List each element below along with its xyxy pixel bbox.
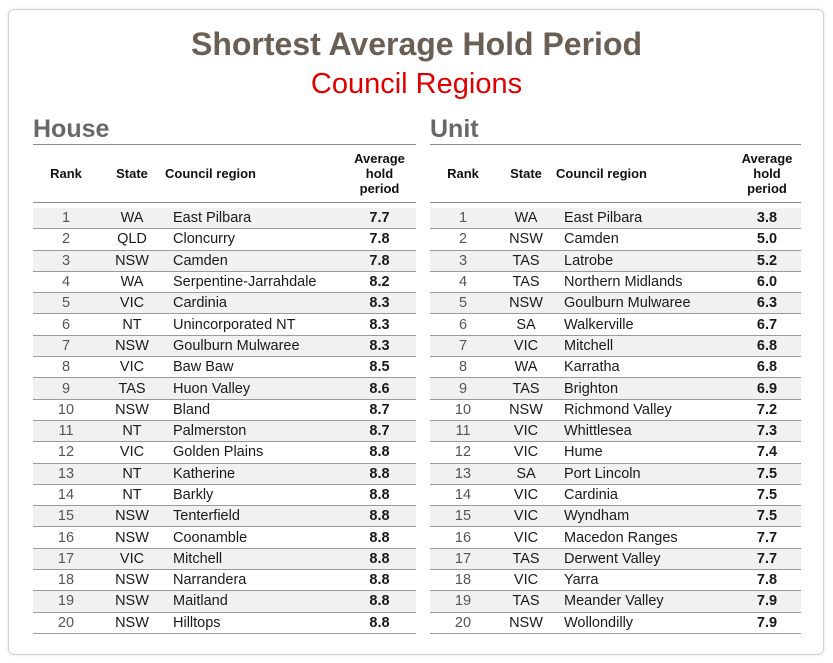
avg-hold-cell: 7.5 xyxy=(733,463,801,484)
avg-header-line3: period xyxy=(747,181,787,196)
state-cell: TAS xyxy=(496,378,556,399)
table-row xyxy=(33,442,416,463)
avg-hold-cell: 6.9 xyxy=(733,378,801,399)
region-cell: Baw Baw xyxy=(165,357,343,378)
table-row xyxy=(430,314,801,335)
region-cell: Yarra xyxy=(556,570,733,591)
region-cell: Whittlesea xyxy=(556,420,733,441)
region-cell: Mitchell xyxy=(165,548,343,569)
avg-hold-cell: 7.9 xyxy=(733,612,801,633)
avg-header-line1: Average xyxy=(741,151,793,166)
region-cell: Unincorporated NT xyxy=(165,314,343,335)
avg-hold-cell: 5.2 xyxy=(733,250,801,271)
state-cell: WA xyxy=(99,208,165,229)
rank-cell: 15 xyxy=(33,506,99,527)
region-cell: Derwent Valley xyxy=(556,548,733,569)
rank-cell: 14 xyxy=(33,484,99,505)
table-row xyxy=(430,548,801,569)
table-row xyxy=(33,399,416,420)
table-row xyxy=(430,591,801,612)
state-cell: NT xyxy=(99,314,165,335)
rank-cell: 16 xyxy=(430,527,496,548)
rank-cell: 19 xyxy=(430,591,496,612)
avg-hold-cell: 8.8 xyxy=(343,591,416,612)
rank-cell: 5 xyxy=(33,293,99,314)
table-row xyxy=(33,463,416,484)
state-cell: NSW xyxy=(99,399,165,420)
avg-hold-cell: 8.8 xyxy=(343,463,416,484)
region-cell: Palmerston xyxy=(165,420,343,441)
region-cell: Port Lincoln xyxy=(556,463,733,484)
region-cell: Narrandera xyxy=(165,570,343,591)
avg-hold-cell: 8.8 xyxy=(343,527,416,548)
region-cell: Golden Plains xyxy=(165,442,343,463)
region-cell: Coonamble xyxy=(165,527,343,548)
avg-header-line3: period xyxy=(359,181,400,196)
avg-hold-cell: 8.3 xyxy=(343,293,416,314)
state-cell: WA xyxy=(496,357,556,378)
avg-hold-cell: 8.8 xyxy=(343,484,416,505)
state-cell: NSW xyxy=(99,612,165,633)
rank-cell: 14 xyxy=(430,484,496,505)
rank-cell: 18 xyxy=(430,570,496,591)
house-heading: House xyxy=(33,115,110,143)
rank-cell: 6 xyxy=(430,314,496,335)
house-table-header xyxy=(33,145,416,203)
avg-hold-cell: 7.7 xyxy=(733,527,801,548)
region-cell: Katherine xyxy=(165,463,343,484)
table-row xyxy=(33,570,416,591)
table-row xyxy=(430,271,801,292)
rank-cell: 15 xyxy=(430,506,496,527)
region-cell: Huon Valley xyxy=(165,378,343,399)
table-row xyxy=(33,527,416,548)
table-row xyxy=(33,229,416,250)
region-cell: Walkerville xyxy=(556,314,733,335)
table-row xyxy=(33,250,416,271)
region-cell: Mitchell xyxy=(556,335,733,356)
rank-cell: 12 xyxy=(430,442,496,463)
table-row xyxy=(33,293,416,314)
table-row xyxy=(430,378,801,399)
rank-cell: 11 xyxy=(33,420,99,441)
state-cell: NSW xyxy=(99,591,165,612)
rank-cell: 7 xyxy=(33,335,99,356)
table-row xyxy=(430,335,801,356)
state-cell: NT xyxy=(99,484,165,505)
rank-cell: 13 xyxy=(33,463,99,484)
rank-cell: 8 xyxy=(33,357,99,378)
avg-hold-cell: 8.6 xyxy=(343,378,416,399)
avg-hold-cell: 7.5 xyxy=(733,484,801,505)
region-cell: Hilltops xyxy=(165,612,343,633)
rank-cell: 12 xyxy=(33,442,99,463)
region-cell: East Pilbara xyxy=(165,208,343,229)
rank-header: Rank xyxy=(430,145,496,203)
avg-hold-cell: 7.7 xyxy=(733,548,801,569)
state-cell: VIC xyxy=(496,527,556,548)
table-row xyxy=(430,484,801,505)
state-cell: VIC xyxy=(496,484,556,505)
region-cell: Goulburn Mulwaree xyxy=(556,293,733,314)
table-row xyxy=(430,250,801,271)
table-row xyxy=(430,208,801,229)
region-cell: Northern Midlands xyxy=(556,271,733,292)
rank-cell: 16 xyxy=(33,527,99,548)
rank-cell: 5 xyxy=(430,293,496,314)
avg-header-line2: hold xyxy=(753,166,781,181)
state-cell: VIC xyxy=(496,442,556,463)
region-cell: Richmond Valley xyxy=(556,399,733,420)
unit-heading: Unit xyxy=(430,115,479,143)
state-cell: QLD xyxy=(99,229,165,250)
avg-hold-cell: 6.8 xyxy=(733,357,801,378)
table-row xyxy=(33,335,416,356)
avg-hold-cell: 8.8 xyxy=(343,570,416,591)
rank-cell: 9 xyxy=(430,378,496,399)
state-cell: VIC xyxy=(496,420,556,441)
avg-hold-cell: 7.3 xyxy=(733,420,801,441)
state-header: State xyxy=(99,145,165,203)
table-row xyxy=(33,271,416,292)
state-cell: TAS xyxy=(496,271,556,292)
region-cell: Bland xyxy=(165,399,343,420)
region-cell: Camden xyxy=(165,250,343,271)
avg-hold-cell: 6.0 xyxy=(733,271,801,292)
table-row xyxy=(33,548,416,569)
state-cell: NSW xyxy=(496,399,556,420)
unit-table-header xyxy=(430,145,801,203)
state-header: State xyxy=(496,145,556,203)
region-header: Council region xyxy=(556,145,733,203)
avg-hold-cell: 7.9 xyxy=(733,591,801,612)
rank-cell: 17 xyxy=(430,548,496,569)
region-cell: Camden xyxy=(556,229,733,250)
state-cell: NT xyxy=(99,463,165,484)
table-row xyxy=(430,420,801,441)
avg-header-line2: hold xyxy=(365,166,394,181)
rank-cell: 6 xyxy=(33,314,99,335)
table-row xyxy=(33,378,416,399)
region-cell: Wollondilly xyxy=(556,612,733,633)
rank-cell: 20 xyxy=(33,612,99,633)
rank-cell: 13 xyxy=(430,463,496,484)
house-table xyxy=(33,144,416,634)
region-header: Council region xyxy=(165,145,343,203)
rank-cell: 2 xyxy=(430,229,496,250)
unit-table-body xyxy=(430,208,801,633)
table-row xyxy=(33,357,416,378)
rank-cell: 2 xyxy=(33,229,99,250)
state-cell: VIC xyxy=(99,442,165,463)
state-cell: SA xyxy=(496,314,556,335)
avg-hold-cell: 7.5 xyxy=(733,506,801,527)
table-row xyxy=(430,399,801,420)
rank-cell: 4 xyxy=(33,271,99,292)
house-panel xyxy=(33,114,416,634)
house-table-body xyxy=(33,208,416,633)
avg-hold-cell: 5.0 xyxy=(733,229,801,250)
rank-cell: 18 xyxy=(33,570,99,591)
region-cell: Hume xyxy=(556,442,733,463)
state-cell: WA xyxy=(99,271,165,292)
state-cell: TAS xyxy=(99,378,165,399)
table-row xyxy=(33,612,416,633)
table-row xyxy=(430,357,801,378)
state-cell: NSW xyxy=(99,250,165,271)
rank-cell: 7 xyxy=(430,335,496,356)
region-cell: Karratha xyxy=(556,357,733,378)
state-cell: TAS xyxy=(496,548,556,569)
region-cell: Cardinia xyxy=(556,484,733,505)
unit-panel xyxy=(430,114,801,634)
state-cell: WA xyxy=(496,208,556,229)
rank-cell: 9 xyxy=(33,378,99,399)
region-cell: Latrobe xyxy=(556,250,733,271)
avg-header-line1: Average xyxy=(354,151,405,166)
avg-hold-cell: 8.7 xyxy=(343,420,416,441)
avg-hold-cell: 7.8 xyxy=(733,570,801,591)
state-cell: NSW xyxy=(99,570,165,591)
table-row xyxy=(430,463,801,484)
avg-hold-cell: 8.5 xyxy=(343,357,416,378)
state-cell: VIC xyxy=(99,357,165,378)
rank-cell: 20 xyxy=(430,612,496,633)
avg-hold-cell: 8.3 xyxy=(343,335,416,356)
rank-cell: 17 xyxy=(33,548,99,569)
table-row xyxy=(33,420,416,441)
region-cell: Maitland xyxy=(165,591,343,612)
rank-cell: 11 xyxy=(430,420,496,441)
table-row xyxy=(430,570,801,591)
region-cell: Tenterfield xyxy=(165,506,343,527)
avg-hold-cell: 8.2 xyxy=(343,271,416,292)
avg-hold-cell: 8.8 xyxy=(343,506,416,527)
table-row xyxy=(430,506,801,527)
avg-hold-cell: 7.4 xyxy=(733,442,801,463)
state-cell: SA xyxy=(496,463,556,484)
page-subtitle: Council Regions xyxy=(310,68,523,100)
rank-cell: 19 xyxy=(33,591,99,612)
unit-table xyxy=(430,144,801,634)
rank-cell: 10 xyxy=(430,399,496,420)
table-row xyxy=(33,506,416,527)
avg-hold-cell: 7.7 xyxy=(343,208,416,229)
region-cell: Barkly xyxy=(165,484,343,505)
rank-cell: 1 xyxy=(33,208,99,229)
avg-hold-cell: 8.8 xyxy=(343,612,416,633)
state-cell: VIC xyxy=(496,335,556,356)
state-cell: VIC xyxy=(99,293,165,314)
table-row xyxy=(430,229,801,250)
state-cell: NSW xyxy=(99,527,165,548)
state-cell: NSW xyxy=(496,293,556,314)
state-cell: VIC xyxy=(496,506,556,527)
avg-hold-cell: 6.8 xyxy=(733,335,801,356)
table-row xyxy=(430,293,801,314)
avg-header xyxy=(343,145,416,203)
state-cell: TAS xyxy=(496,250,556,271)
table-row xyxy=(33,591,416,612)
state-cell: NSW xyxy=(99,335,165,356)
region-cell: Macedon Ranges xyxy=(556,527,733,548)
avg-hold-cell: 8.3 xyxy=(343,314,416,335)
rank-cell: 4 xyxy=(430,271,496,292)
table-row xyxy=(33,484,416,505)
region-cell: Cardinia xyxy=(165,293,343,314)
state-cell: NSW xyxy=(496,229,556,250)
state-cell: VIC xyxy=(496,570,556,591)
table-row xyxy=(430,612,801,633)
region-cell: Goulburn Mulwaree xyxy=(165,335,343,356)
region-cell: East Pilbara xyxy=(556,208,733,229)
rank-cell: 8 xyxy=(430,357,496,378)
table-row xyxy=(430,527,801,548)
avg-hold-cell: 6.3 xyxy=(733,293,801,314)
state-cell: VIC xyxy=(99,548,165,569)
avg-hold-cell: 3.8 xyxy=(733,208,801,229)
region-cell: Brighton xyxy=(556,378,733,399)
region-cell: Wyndham xyxy=(556,506,733,527)
state-cell: TAS xyxy=(496,591,556,612)
state-cell: NSW xyxy=(496,612,556,633)
table-row xyxy=(33,208,416,229)
rank-header: Rank xyxy=(33,145,99,203)
avg-hold-cell: 8.7 xyxy=(343,399,416,420)
state-cell: NSW xyxy=(99,506,165,527)
table-row xyxy=(430,442,801,463)
avg-hold-cell: 6.7 xyxy=(733,314,801,335)
region-cell: Meander Valley xyxy=(556,591,733,612)
state-cell: NT xyxy=(99,420,165,441)
table-row xyxy=(33,314,416,335)
avg-hold-cell: 8.8 xyxy=(343,442,416,463)
page-title: Shortest Average Hold Period xyxy=(190,26,643,62)
region-cell: Cloncurry xyxy=(165,229,343,250)
rank-cell: 3 xyxy=(430,250,496,271)
avg-hold-cell: 7.8 xyxy=(343,229,416,250)
rank-cell: 10 xyxy=(33,399,99,420)
rank-cell: 3 xyxy=(33,250,99,271)
avg-hold-cell: 7.2 xyxy=(733,399,801,420)
region-cell: Serpentine-Jarrahdale xyxy=(165,271,343,292)
avg-header xyxy=(733,145,801,203)
rank-cell: 1 xyxy=(430,208,496,229)
avg-hold-cell: 7.8 xyxy=(343,250,416,271)
avg-hold-cell: 8.8 xyxy=(343,548,416,569)
